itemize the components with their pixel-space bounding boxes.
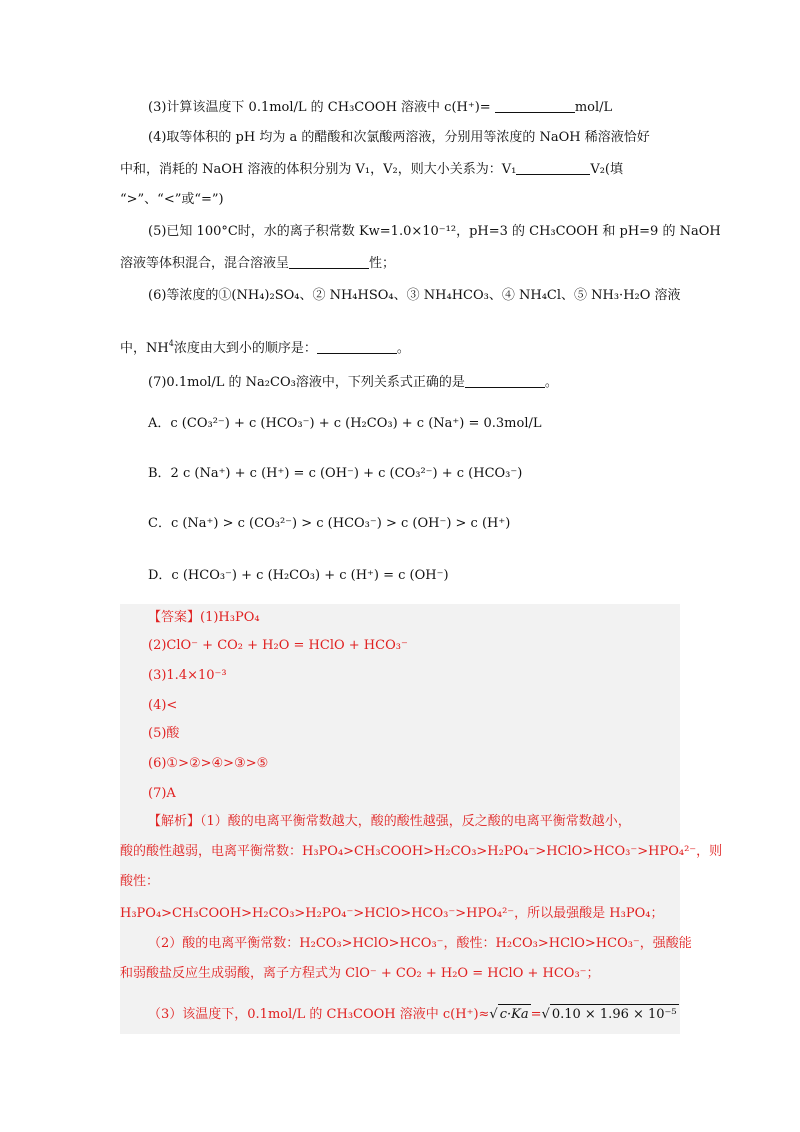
q3-text: (3)计算该温度下 0.1mol/L 的 CH₃COOH 溶液中 c(H⁺)= bbox=[148, 100, 495, 115]
q5-line2 bbox=[120, 254, 395, 274]
q3-answer-blank[interactable] bbox=[495, 98, 575, 113]
answer-2: (2)ClO⁻ + CO₂ + H₂O = HClO + HCO₃⁻ bbox=[148, 638, 408, 653]
analysis-p6: 和弱酸盐反应生成弱酸，离子方程式为 ClO⁻ + CO₂ + H₂O = HClO + HCO₃⁻； bbox=[120, 966, 600, 981]
q4-line3: “>”、“<”或“=”) bbox=[120, 192, 224, 207]
answer-1: (1)H₃PO₄ bbox=[200, 610, 260, 625]
q4-line1: (4)取等体积的 pH 均为 a 的醋酸和次氯酸两溶液，分别用等浓度的 NaOH 稀溶液恰好 bbox=[148, 130, 650, 145]
radical-sign-1: √ bbox=[489, 1007, 498, 1022]
q3-line bbox=[148, 98, 612, 118]
q4-line2 bbox=[120, 160, 623, 180]
q4-line2b: V₂(填 bbox=[590, 162, 623, 177]
analysis-p7 bbox=[148, 1004, 679, 1025]
radicand-2: 0.10 × 1.96 × 10⁻⁵ bbox=[550, 1004, 679, 1025]
q6-line1: (6)等浓度的①(NH₄)₂SO₄、② NH₄HSO₄、③ NH₄HCO₃、④ NH₄Cl、⑤ NH₃·H₂O 溶液 bbox=[148, 288, 681, 303]
analysis-line1 bbox=[148, 812, 631, 832]
q5-line2a: 溶液等体积混合，混合溶液呈 bbox=[120, 256, 290, 271]
q4-line2a: 中和，消耗的 NaOH 溶液的体积分别为 V₁，V₂，则大小关系为：V₁ bbox=[120, 162, 517, 177]
answer-3: (3)1.4×10⁻³ bbox=[148, 668, 227, 683]
analysis-p5: （2）酸的电离平衡常数：H₂CO₃>HClO>HCO₃⁻，酸性：H₂CO₃>HClO>HCO₃⁻，强酸能 bbox=[148, 936, 692, 951]
q6-line2a: 中，NH bbox=[120, 341, 169, 356]
q7-stem-b: 。 bbox=[544, 375, 558, 390]
analysis-p4: H₃PO₄>CH₃COOH>H₂CO₃>H₂PO₄⁻>HClO>HCO₃⁻>HPO₄²⁻，所以最强酸是 H₃PO₄； bbox=[120, 906, 664, 921]
answer-6: (6)①>②>④>③>⑤ bbox=[148, 756, 269, 771]
analysis-p3: 酸性： bbox=[120, 874, 160, 889]
q7-stem bbox=[148, 373, 558, 393]
q5-line1: (5)已知 100°C时，水的离子积常数 Kw=1.0×10⁻¹²，pH=3 的 CH₃COOH 和 pH=9 的 NaOH bbox=[148, 224, 721, 239]
q3-unit: mol/L bbox=[574, 100, 613, 115]
analysis-tag: 【解析】 bbox=[148, 814, 201, 829]
q7-option-c: C．c (Na⁺) > c (CO₃²⁻) > c (HCO₃⁻) > c (OH⁻) > c (H⁺) bbox=[148, 516, 511, 531]
q5-answer-blank[interactable] bbox=[289, 254, 369, 269]
radical-sign-2: √ bbox=[541, 1007, 550, 1022]
q5-line2b: 性； bbox=[369, 256, 396, 271]
answer-line1 bbox=[148, 608, 260, 628]
q6-superscript: 4 bbox=[168, 339, 174, 348]
q7-option-d: D．c (HCO₃⁻) + c (H₂CO₃) + c (H⁺) = c (OH⁻) bbox=[148, 568, 449, 583]
q7-option-b: B．2 c (Na⁺) + c (H⁺) = c (OH⁻) + c (CO₃²⁻) + c (HCO₃⁻) bbox=[148, 466, 523, 481]
q6-line2c: 。 bbox=[396, 341, 410, 356]
analysis-p1: （1）酸的电离平衡常数越大，酸的酸性越强，反之酸的电离平衡常数越小， bbox=[200, 814, 631, 829]
q6-line2b: 浓度由大到小的顺序是： bbox=[173, 341, 317, 356]
analysis-p7a: （3）该温度下，0.1mol/L 的 CH₃COOH 溶液中 c(H⁺)≈ bbox=[148, 1007, 490, 1022]
answer-tag: 【答案】 bbox=[148, 610, 201, 625]
radicand-1: c·Ka bbox=[498, 1004, 531, 1025]
answer-4: (4)< bbox=[148, 698, 178, 713]
analysis-p7c: = bbox=[530, 1007, 542, 1022]
q7-stem-a: (7)0.1mol/L 的 Na₂CO₃溶液中，下列关系式正确的是 bbox=[148, 375, 465, 390]
q4-answer-blank[interactable] bbox=[516, 160, 590, 175]
analysis-p2: 酸的酸性越弱，电离平衡常数：H₃PO₄>CH₃COOH>H₂CO₃>H₂PO₄⁻>HClO>HCO₃⁻>HPO₄²⁻，则 bbox=[120, 844, 723, 859]
answer-5: (5)酸 bbox=[148, 726, 180, 741]
q7-option-a: A．c (CO₃²⁻) + c (HCO₃⁻) + c (H₂CO₃) + c (Na⁺) = 0.3mol/L bbox=[148, 416, 542, 431]
answer-7: (7)A bbox=[148, 786, 176, 801]
q7-answer-blank[interactable] bbox=[465, 373, 545, 388]
q6-answer-blank[interactable] bbox=[317, 339, 397, 354]
q6-line2 bbox=[120, 334, 410, 359]
